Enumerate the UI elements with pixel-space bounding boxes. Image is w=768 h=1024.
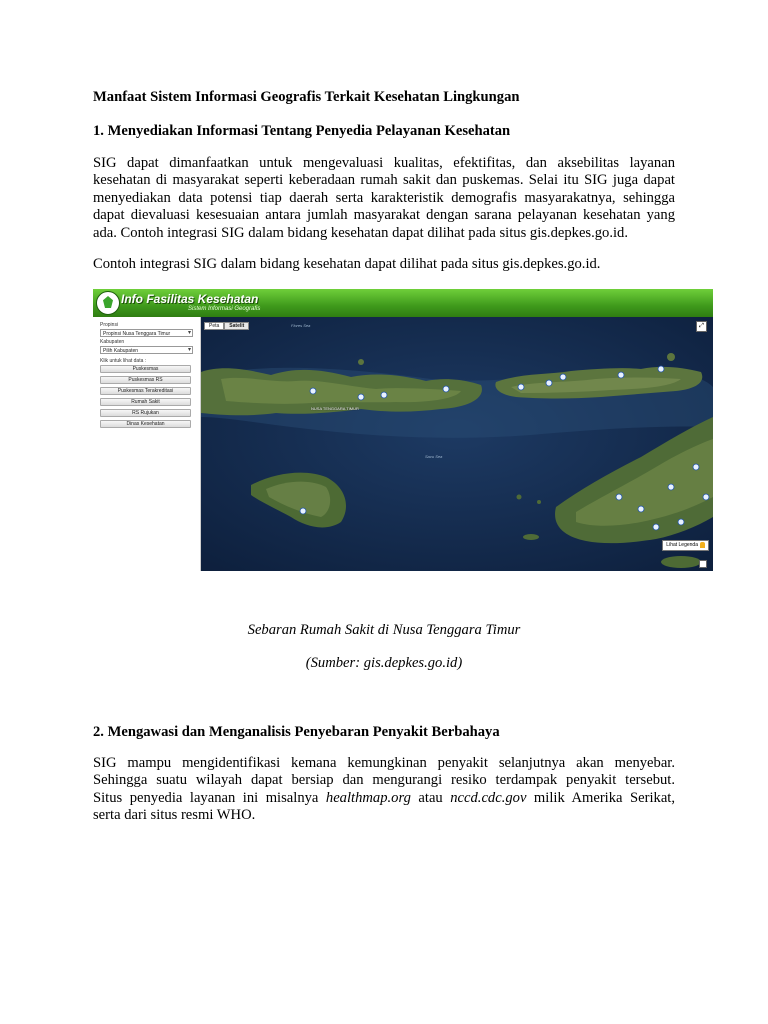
figure-source: (Sumber: gis.depkes.go.id) bbox=[305, 655, 463, 671]
paragraph-line: kesehatan di masyarakat seperti keberadaan rumah sakit dan puskemas. Selai itu SIG juga dapat bbox=[93, 172, 675, 189]
legend-button[interactable]: Lihat Legenda bbox=[662, 540, 709, 551]
puskesmas-accredited-button[interactable]: Puskesmas Terakreditasi bbox=[100, 387, 191, 395]
sea-label: Savu Sea bbox=[425, 454, 443, 459]
district-label: Kabupaten bbox=[100, 339, 125, 345]
document-title: Manfaat Sistem Informasi Geografis Terkait Kesehatan Lingkungan bbox=[93, 89, 520, 105]
fullscreen-icon[interactable]: ⤢ bbox=[696, 321, 707, 332]
pegman-icon bbox=[700, 542, 705, 548]
ministry-logo-icon bbox=[96, 291, 120, 315]
section-1-paragraph-2 bbox=[93, 256, 675, 273]
banner-subtitle: Sistem Informasi Geografis bbox=[188, 306, 261, 312]
tab-map[interactable]: Peta bbox=[204, 322, 224, 330]
sea-label: Flores Sea bbox=[291, 323, 311, 328]
hospital-button[interactable]: Rumah Sakit bbox=[100, 398, 191, 406]
section-1-heading: 1. Menyediakan Informasi Tentang Penyedia Pelayanan Kesehatan bbox=[93, 123, 511, 139]
nccd-link: nccd.cdc.gov bbox=[450, 789, 527, 806]
satellite-imagery bbox=[201, 317, 713, 571]
section-2-paragraph bbox=[93, 755, 675, 825]
healthmap-link: healthmap.org bbox=[325, 789, 411, 806]
site-banner bbox=[93, 289, 713, 317]
zoom-control-icon[interactable] bbox=[699, 560, 707, 568]
health-office-button[interactable]: Dinas Kesehatan bbox=[100, 420, 191, 428]
tab-satellite[interactable]: Satelit bbox=[224, 322, 249, 330]
province-select[interactable]: Propinsi Nusa Tenggara Timur ▾ bbox=[100, 329, 193, 337]
section-1-paragraph bbox=[93, 155, 675, 242]
satellite-map[interactable] bbox=[201, 317, 713, 571]
paragraph-line: Situs penyedia layanan ini misalnya healthmap.org atau nccd.cdc.gov milik Amerika Serikat, bbox=[93, 789, 676, 806]
banner-title: Info Fasilitas Kesehatan bbox=[121, 292, 259, 306]
paragraph-line: Contoh integrasi SIG dalam bidang kesehatan dapat dilihat pada situs gis.depkes.go.id. bbox=[93, 256, 601, 272]
province-label: Propinsi bbox=[100, 322, 119, 328]
region-label: NUSA TENGGARA TIMUR bbox=[311, 406, 359, 411]
paragraph-line: SIG dapat dimanfaatkan untuk mengevaluasi kualitas, efektifitas, dan aksebilitas layanan bbox=[93, 155, 675, 171]
paragraph-line: serta dari situs resmi WHO. bbox=[93, 807, 256, 824]
figure-caption: Sebaran Rumah Sakit di Nusa Tenggara Timur bbox=[247, 622, 521, 638]
section-2-heading: 2. Mengawasi dan Menganalisis Penyebaran Penyakit Berbahaya bbox=[93, 724, 500, 740]
click-instruction: Klik untuk lihat data : bbox=[100, 358, 147, 364]
paragraph-line: SIG mampu mengidentifikasi kemana kemungkinan penyakit selanjutnya akan menyebar. bbox=[93, 755, 675, 771]
paragraph-line: Sehingga suatu wilayah dapat bersiap dan mengurangi resiko terdampak penyakit tersebut. bbox=[93, 772, 675, 789]
map-screenshot-figure bbox=[93, 289, 713, 571]
filter-sidebar bbox=[93, 317, 201, 571]
puskesmas-rs-button[interactable]: Puskesmas RS bbox=[100, 376, 191, 384]
puskesmas-button[interactable]: Puskesmas bbox=[100, 365, 191, 373]
paragraph-line: dapat dievaluasi kesesuaian antara jumlah masyarakat dengan sarana pelayanan kesehatan yang bbox=[93, 207, 675, 224]
paragraph-line: ada. Contoh integrasi SIG dalam bidang kesehatan dapat dilihat pada situs gis.depkes.go.id. bbox=[93, 224, 628, 241]
map-type-tabs bbox=[204, 322, 249, 330]
referral-hospital-button[interactable]: RS Rujukan bbox=[100, 409, 191, 417]
paragraph-line: menyediakan data potensi tiap daerah serta karakteristik demografis masyarakatnya, sehingga bbox=[93, 189, 675, 206]
district-select[interactable]: Pilih Kabupaten ▾ bbox=[100, 346, 193, 354]
